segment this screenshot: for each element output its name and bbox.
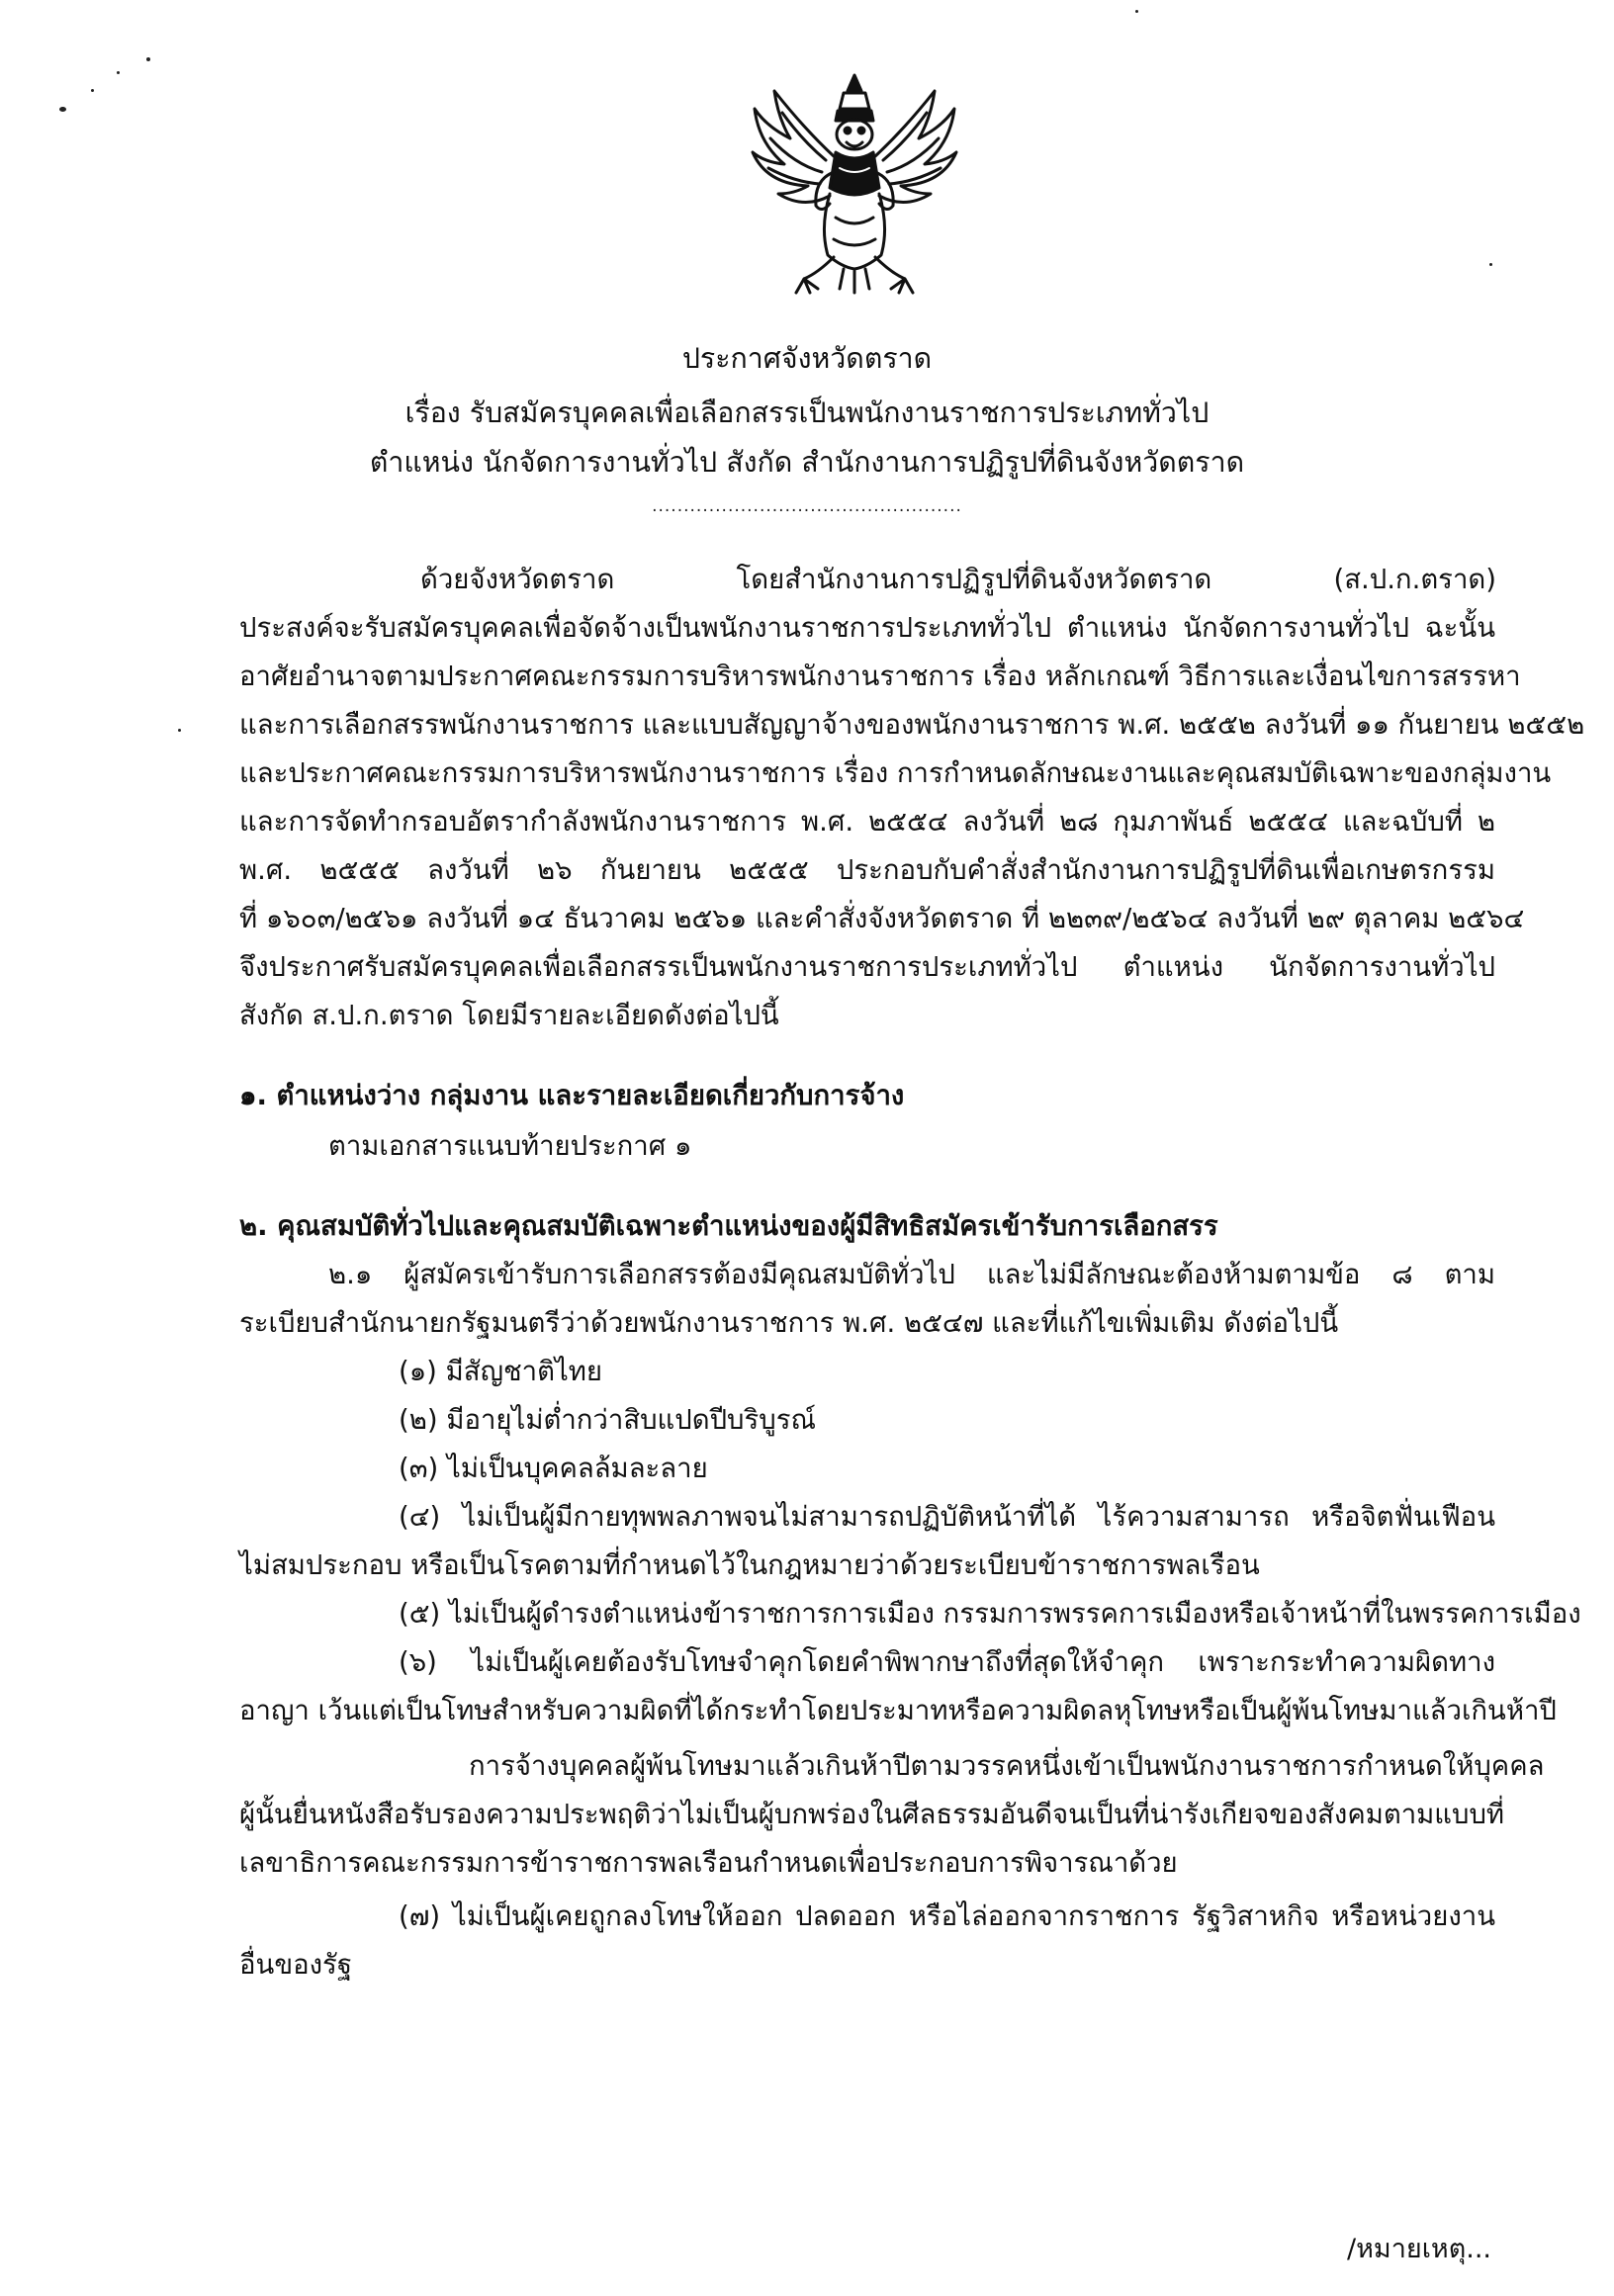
list-item-6-cont: อาญา เว้นแต่เป็นโทษสำหรับความผิดที่ได้กระทำโดยประมาทหรือความผิดลหุโทษหรือเป็นผู้พ้นโทษมาแล้วเกินห้าปี	[239, 1695, 1557, 1726]
continuation-marker: /หมายเหตุ...	[1347, 2234, 1491, 2264]
intro-line: และการเลือกสรรพนักงานราชการ และแบบสัญญาจ้างของพนักงานราชการ พ.ศ. ๒๕๕๒ ลงวันที่ ๑๑ กันยายน ๒๕๕๒	[239, 709, 1585, 741]
list-item-7-cont: อื่นของรัฐ	[239, 1949, 353, 1981]
section-1-text: ตามเอกสารแนบท้ายประกาศ ๑	[328, 1130, 692, 1162]
intro-line: พ.ศ. ๒๕๕๕ ลงวันที่ ๒๖ กันยายน ๒๕๕๕ ประกอบกับคำสั่งสำนักงานการปฏิรูปที่ดินเพื่อเกษตรกรรม	[239, 854, 1495, 886]
note-line: ผู้นั้นยื่นหนังสือรับรองความประพฤติว่าไม่เป็นผู้บกพร่องในศีลธรรมอันดีจนเป็นที่น่ารังเกียจของสังคมตามแบบที่	[239, 1799, 1505, 1830]
intro-line: ที่ ๑๖๐๓/๒๕๖๑ ลงวันที่ ๑๔ ธันวาคม ๒๕๖๑ และคำสั่งจังหวัดตราด ที่ ๒๒๓๙/๒๕๖๔ ลงวันที่ ๒๙ ตุลาคม ๒๕๖๔	[239, 903, 1525, 934]
scan-speck	[146, 57, 150, 61]
scan-speck	[178, 729, 181, 732]
intro-line: และประกาศคณะกรรมการบริหารพนักงานราชการ เรื่อง การกำหนดลักษณะงานและคุณสมบัติเฉพาะของกลุ่มงาน	[239, 757, 1552, 789]
scan-speck	[1489, 263, 1492, 266]
section-1-heading: ๑. ตำแหน่งว่าง กลุ่มงาน และรายละเอียดเกี่ยวกับการจ้าง	[239, 1080, 905, 1111]
scan-speck	[59, 107, 66, 112]
intro-line: อาศัยอำนาจตามประกาศคณะกรรมการบริหารพนักงานราชการ เรื่อง หลักเกณฑ์ วิธีการและเงื่อนไขการสรรหา	[239, 661, 1521, 692]
intro-line: และการจัดทำกรอบอัตรากำลังพนักงานราชการ พ.ศ. ๒๕๕๔ ลงวันที่ ๒๘ กุมภาพันธ์ ๒๕๕๔ และฉบับที่ ๒	[239, 806, 1495, 838]
section-2-heading: ๒. คุณสมบัติทั่วไปและคุณสมบัติเฉพาะตำแหน่งของผู้มีสิทธิสมัครเข้ารับการเลือกสรร	[239, 1210, 1218, 1242]
document-position: ตำแหน่ง นักจัดการงานทั่วไป สังกัด สำนักงานการปฏิรูปที่ดินจังหวัดตราด	[369, 446, 1245, 479]
list-item-7: (๗) ไม่เป็นผู้เคยถูกลงโทษให้ออก ปลดออก หรือไล่ออกจากราชการ รัฐวิสาหกิจ หรือหน่วยงาน	[399, 1900, 1495, 1932]
document-subject: เรื่อง รับสมัครบุคคลเพื่อเลือกสรรเป็นพนักงานราชการประเภททั่วไป	[404, 397, 1210, 429]
note-line: เลขาธิการคณะกรรมการข้าราชการพลเรือนกำหนดเพื่อประกอบการพิจารณาด้วย	[239, 1847, 1178, 1879]
section-2-1-line: ระเบียบสำนักนายกรัฐมนตรีว่าด้วยพนักงานราชการ พ.ศ. ๒๕๔๗ และที่แก้ไขเพิ่มเติม ดังต่อไปนี้	[239, 1307, 1339, 1339]
intro-line: สังกัด ส.ป.ก.ตราด โดยมีรายละเอียดดังต่อไปนี้	[239, 1000, 779, 1031]
list-item-3: (๓) ไม่เป็นบุคคลล้มละลาย	[399, 1453, 708, 1484]
scan-speck	[117, 71, 120, 74]
list-item-5: (๕) ไม่เป็นผู้ดำรงตำแหน่งข้าราชการการเมือง กรรมการพรรคการเมืองหรือเจ้าหน้าที่ในพรรคการเมือง	[399, 1598, 1581, 1630]
intro-line: จึงประกาศรับสมัครบุคคลเพื่อเลือกสรรเป็นพนักงานราชการประเภททั่วไป ตำแหน่ง นักจัดการงานทั่วไป	[239, 951, 1495, 983]
list-item-4: (๔) ไม่เป็นผู้มีกายทุพพลภาพจนไม่สามารถปฏิบัติหน้าที่ได้ ไร้ความสามารถ หรือจิตฟั่นเฟือน	[399, 1501, 1495, 1533]
list-item-6: (๖) ไม่เป็นผู้เคยต้องรับโทษจำคุกโดยคำพิพากษาถึงที่สุดให้จำคุก เพราะกระทำความผิดทาง	[399, 1646, 1495, 1678]
list-item-4-cont: ไม่สมประกอบ หรือเป็นโรคตามที่กำหนดไว้ในกฎหมายว่าด้วยระเบียบข้าราชการพลเรือน	[239, 1549, 1260, 1581]
list-item-1: (๑) มีสัญชาติไทย	[399, 1356, 603, 1387]
section-2-1-line: ๒.๑ ผู้สมัครเข้ารับการเลือกสรรต้องมีคุณสมบัติทั่วไป และไม่มีลักษณะต้องห้ามตามข้อ ๘ ตาม	[328, 1259, 1495, 1290]
intro-line: ด้วยจังหวัดตราด โดยสำนักงานการปฏิรูปที่ดินจังหวัดตราด (ส.ป.ก.ตราด)	[420, 564, 1496, 595]
scan-speck	[1135, 10, 1138, 13]
separator-line: .................................................	[652, 496, 962, 516]
document-title: ประกาศจังหวัดตราด	[681, 342, 933, 375]
scan-speck	[91, 89, 94, 92]
garuda-emblem-icon	[745, 69, 964, 299]
list-item-2: (๒) มีอายุไม่ต่ำกว่าสิบแปดปีบริบูรณ์	[399, 1404, 817, 1436]
note-line: การจ้างบุคคลผู้พ้นโทษมาแล้วเกินห้าปีตามวรรคหนึ่งเข้าเป็นพนักงานราชการกำหนดให้บุคคล	[469, 1750, 1545, 1782]
intro-line: ประสงค์จะรับสมัครบุคคลเพื่อจัดจ้างเป็นพนักงานราชการประเภททั่วไป ตำแหน่ง นักจัดการงานทั่วไป ฉะนั้น	[239, 612, 1495, 644]
